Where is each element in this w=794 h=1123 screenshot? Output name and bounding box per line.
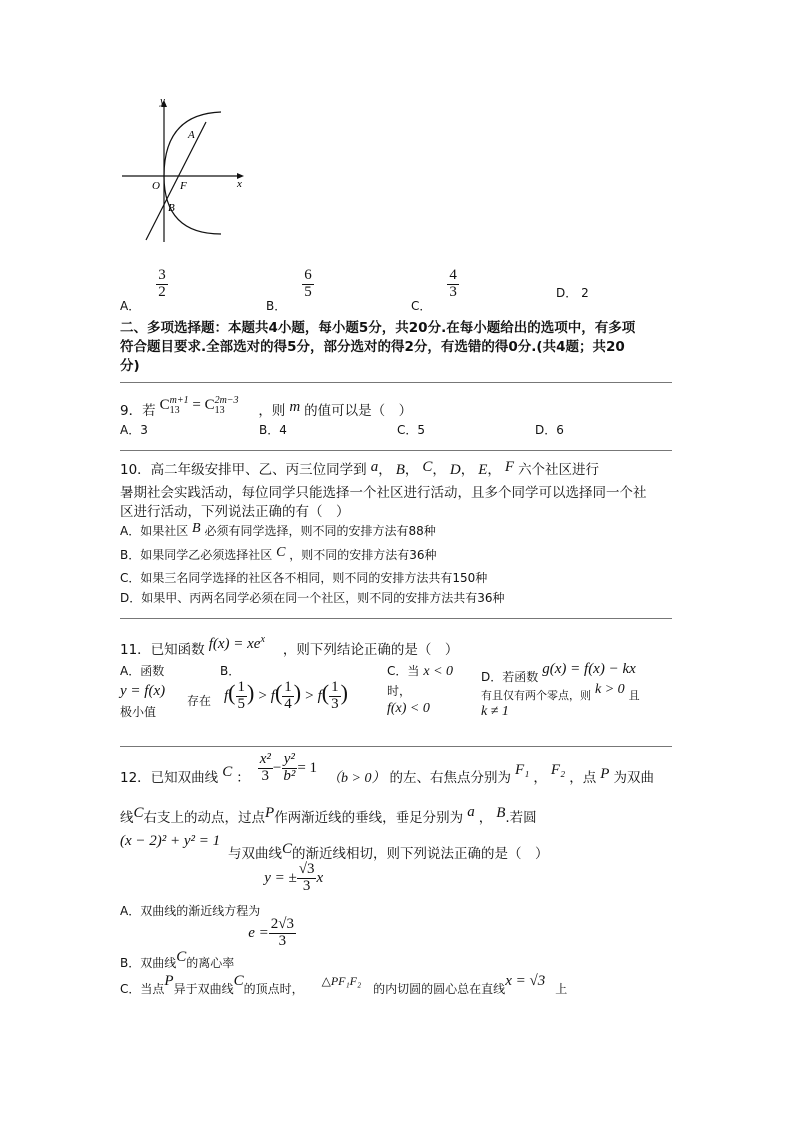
q12-option-c-triangle: △PF₁F₂: [321, 974, 362, 988]
q11-option-a-func: y = f(x): [120, 683, 166, 699]
q12-line2-a: 线: [120, 810, 134, 826]
q11-option-d-cond1: k > 0: [595, 682, 625, 697]
q11-option-d-cond2: k ≠ 1: [481, 704, 509, 719]
q12-option-c-text1: C．当点: [120, 982, 165, 996]
q12-option-a-text: A．双曲线的渐近线方程为: [120, 903, 261, 918]
q12-option-b[interactable]: [120, 916, 296, 970]
q11-b-f1: f: [224, 688, 229, 704]
divider-4: [120, 746, 672, 747]
q8-option-c-fraction: [447, 268, 459, 301]
origin-label: O: [152, 180, 160, 192]
q10-line1-a: 10．高二年级安排甲、乙、丙三位同学到: [120, 462, 367, 478]
q9-c-right: C: [204, 397, 215, 413]
q8-option-b-letter: B．: [266, 298, 287, 313]
q10-comm-f: F: [504, 459, 515, 475]
q8-option-c-num: 4: [449, 267, 457, 283]
q11-option-b-label: B．: [220, 664, 241, 678]
q11-b-num2: 1: [284, 679, 292, 696]
q12-line2-b-var: B: [496, 805, 506, 821]
q11-option-d-and: 且: [628, 689, 640, 702]
q11-option-a[interactable]: [120, 662, 215, 720]
q12-option-b-den: 3: [278, 932, 287, 949]
q12-prefix: 12．已知双曲线: [120, 769, 219, 786]
q11-func-main: f(x) = xe: [208, 636, 261, 652]
q10-option-c[interactable]: C．如果三名同学选择的社区各不相同，则不同的安排方法共有150种: [120, 571, 488, 585]
q12-option-c[interactable]: [120, 972, 568, 996]
q11-func: [209, 636, 265, 652]
q8-option-b[interactable]: [266, 267, 314, 313]
q12-option-b-num: 2√3: [270, 916, 295, 932]
q12-option-b-eq: [248, 917, 296, 950]
divider-3: [120, 618, 672, 619]
q12-option-c-p: P: [164, 973, 174, 989]
q11-option-c-when: 时，: [387, 684, 412, 698]
q12-p: P: [600, 765, 610, 782]
q12-line2-c: C: [133, 805, 144, 821]
q8-option-b-den: 5: [304, 283, 312, 300]
q12-option-c-text3: 的顶点时，: [243, 982, 304, 996]
q9-c-left: C: [159, 397, 170, 413]
q11-option-b[interactable]: [220, 662, 348, 712]
q12-option-a[interactable]: [120, 861, 324, 918]
q8-option-a-den: 2: [158, 283, 166, 300]
q9-right-sub: 13: [214, 404, 225, 416]
q10-comm-e: E: [478, 462, 488, 478]
q10-option-b-text2: ，则不同的安排方法有36种: [289, 548, 437, 562]
q11-option-d-func: g(x) = f(x) − kx: [542, 661, 636, 677]
section2-heading-line2: 符合题目要求.全部选对的得5分，部分选对的得2分，有选错的得0分.(共4题；共20: [120, 339, 625, 355]
q9-middle: ，则: [258, 403, 286, 419]
q12-comma: ，: [533, 769, 547, 786]
q11-option-d-text: 有且仅有两个零点，则: [481, 689, 591, 702]
q10-option-a-text1: A．如果社区: [120, 524, 189, 538]
q10-stem-line2: 暑期社会实践活动，每位同学只能选择一个社区进行活动，且多个同学可以选择同一个社: [120, 485, 647, 501]
q9-var-m: m: [289, 399, 301, 415]
q12-stem-line3b: [228, 842, 549, 863]
q12-f2: F₂: [550, 761, 566, 778]
q12-line3-a: 与双曲线: [228, 846, 282, 862]
q10-option-b[interactable]: [120, 546, 437, 564]
q12-option-c-text2: 异于双曲线: [173, 982, 234, 996]
q11-func-sup: x: [260, 634, 265, 645]
q12-option-c-text4: 的内切圆的圆心总在直线: [373, 982, 506, 996]
q9-eq: =: [188, 397, 205, 413]
section2-heading-line3: 分): [120, 358, 140, 374]
q11-option-a-label: A．函数: [120, 664, 165, 678]
q10-option-d[interactable]: D．如果甲、丙两名同学必须在同一个社区，则不同的安排方法共有36种: [120, 591, 505, 605]
q9-option-a[interactable]: A．3: [120, 423, 148, 437]
q9-option-b[interactable]: B．4: [259, 423, 287, 437]
q9-stem: [120, 393, 413, 419]
q11-stem: [120, 632, 459, 658]
q10-comm-b: B: [395, 462, 405, 478]
q11-b-f2: f: [270, 688, 275, 704]
q11-b-den2: 4: [284, 695, 292, 712]
q9-left-sub: 13: [169, 404, 180, 416]
q10-line1-b: 六个社区进行: [518, 462, 600, 478]
y-axis-label: y: [160, 95, 165, 107]
q11-prefix: 11．已知函数: [120, 642, 205, 658]
q12-option-a-y: y = ±: [264, 869, 297, 886]
q8-option-b-fraction: [302, 268, 314, 301]
q10-stem-line1: 10．高二年级安排甲、乙、丙三位同学到 a， B， C， D， E， F 六个社区进行: [120, 459, 600, 478]
divider-2: [120, 450, 672, 451]
q11-option-c-cond: x < 0: [423, 664, 454, 679]
q10-comm-d: D: [449, 462, 461, 478]
q11-option-c-label: C．当: [387, 664, 420, 678]
q12-option-b-text1: B．双曲线: [120, 955, 177, 970]
q8-option-a-num: 3: [158, 267, 166, 283]
q10-option-b-text1: B．如果同学乙必须选择社区: [120, 548, 273, 562]
q12-option-c-line: x = √3: [505, 973, 546, 989]
q8-option-c-den: 3: [449, 283, 457, 300]
q9-suffix: 的值可以是（ ）: [304, 403, 413, 419]
q10-option-a-var: B: [192, 521, 201, 536]
q9-option-d[interactable]: D．6: [535, 423, 564, 437]
q12-line3-c: C: [282, 841, 293, 857]
q12-colon: ：: [236, 769, 250, 786]
q10-option-a[interactable]: [120, 522, 436, 540]
q9-prefix: 9．若: [120, 403, 156, 419]
point-b-label: B: [168, 202, 175, 214]
q11-option-c[interactable]: [387, 662, 453, 717]
q12-stem-line3: [120, 832, 220, 850]
divider-1: [120, 382, 672, 383]
q8-option-d[interactable]: [556, 284, 589, 301]
q12-f1: F₁: [515, 761, 530, 778]
q10-option-b-var: C: [276, 545, 286, 560]
point-f-label: F: [180, 180, 187, 192]
q12-line2-a-var: a: [467, 804, 475, 820]
q11-option-d[interactable]: [481, 660, 640, 720]
x-axis-label: x: [237, 178, 242, 190]
q11-option-c-result: f(x) < 0: [387, 701, 430, 716]
q10-option-a-text2: 必须有同学选择，则不同的安排方法有88种: [204, 524, 436, 538]
q11-option-b-ineq: f( $\frac{1}{5}$ ) > f( $\frac{1}{4}$ ) > f( $\frac{1}{3}$ ): [224, 679, 348, 712]
q11-b-num3: 1: [331, 679, 339, 696]
q8-option-a[interactable]: [120, 267, 168, 313]
q12-line2-b: 右支上的动点，过点: [143, 810, 266, 826]
q11-b-den3: 3: [331, 695, 339, 712]
q12-option-b-text2: 的离心率: [186, 955, 235, 970]
q11-b-f3: f: [317, 688, 322, 704]
q8-option-a-fraction: [156, 268, 168, 301]
q12-option-a-den: 3: [302, 877, 311, 894]
q10-comm-c: C: [422, 459, 433, 475]
q12-h-num1: x²: [259, 751, 271, 767]
q8-option-d-text: 2: [581, 286, 589, 300]
q8-option-c-letter: C．: [411, 298, 432, 313]
q12-text2: ，点: [569, 769, 597, 786]
q12-option-b-c: C: [176, 948, 187, 965]
q12-h-den1: 3: [261, 767, 270, 784]
q8-option-a-letter: A．: [120, 298, 141, 313]
q11-suffix: ，则下列结论正确的是（ ）: [282, 642, 459, 658]
q12-line3-b: 的渐近线相切，则下列说法正确的是（ ）: [292, 846, 549, 862]
q8-option-c[interactable]: [411, 267, 459, 313]
q12-var-c: C: [222, 763, 233, 780]
q12-h-minus: −: [272, 759, 282, 776]
q12-option-c-c: C: [233, 973, 244, 989]
q8-option-d-letter: D．: [556, 286, 578, 300]
q12-option-a-num: √3: [298, 861, 315, 877]
q12-stem-line1: [120, 752, 654, 785]
q11-b-gt1: >: [258, 688, 267, 704]
q11-option-d-label: D．若函数: [481, 670, 539, 684]
q12-hyperbola: [258, 752, 317, 785]
q12-option-b-e: e =: [248, 924, 269, 941]
q12-option-a-eq: [264, 862, 323, 895]
q12-text3: 为双曲: [613, 769, 654, 786]
q11-b-gt2: >: [305, 688, 314, 704]
q12-h-den2: b²: [283, 767, 296, 784]
q9-option-c[interactable]: C．5: [397, 423, 426, 437]
q10-comm-a: a: [370, 459, 379, 475]
q12-stem-line2: [120, 806, 537, 827]
q12-option-a-x: x: [316, 869, 324, 886]
q11-option-a-exist: 存在: [187, 694, 212, 708]
q9-left-sup: m+1: [169, 394, 189, 406]
q12-circle: (x − 2)² + y² = 1: [120, 833, 221, 849]
q11-option-a-text2: 极小值: [120, 705, 157, 719]
q9-formula: [159, 394, 243, 416]
q12-line2-p: P: [265, 805, 275, 821]
q12-h-num2: y²: [283, 751, 295, 767]
point-a-label: A: [188, 129, 195, 141]
q12-line2-d: ，: [478, 810, 493, 826]
section2-heading-line1: 二、多项选择题：本题共4小题，每小题5分，共20分.在每小题给出的选项中，有多项: [120, 320, 636, 336]
q11-b-den1: 5: [237, 695, 245, 712]
q12-cond: （b > 0）: [327, 770, 386, 786]
q11-b-num1: 1: [237, 679, 245, 696]
q8-option-b-num: 6: [304, 267, 312, 283]
q12-text1: 的左、右焦点分别为: [389, 769, 511, 786]
q9-right-sup: 2m−3: [214, 394, 239, 406]
q12-line2-c-text: 作两渐近线的垂线，垂足分别为: [274, 810, 464, 826]
q10-stem-line3: 区进行活动，下列说法正确的有（ ）: [120, 504, 350, 520]
q12-line2-e: .若圆: [505, 810, 537, 826]
parabola-figure: [118, 92, 253, 247]
q12-h-eq: = 1: [297, 759, 318, 776]
q12-option-c-text5: 上: [555, 982, 568, 996]
